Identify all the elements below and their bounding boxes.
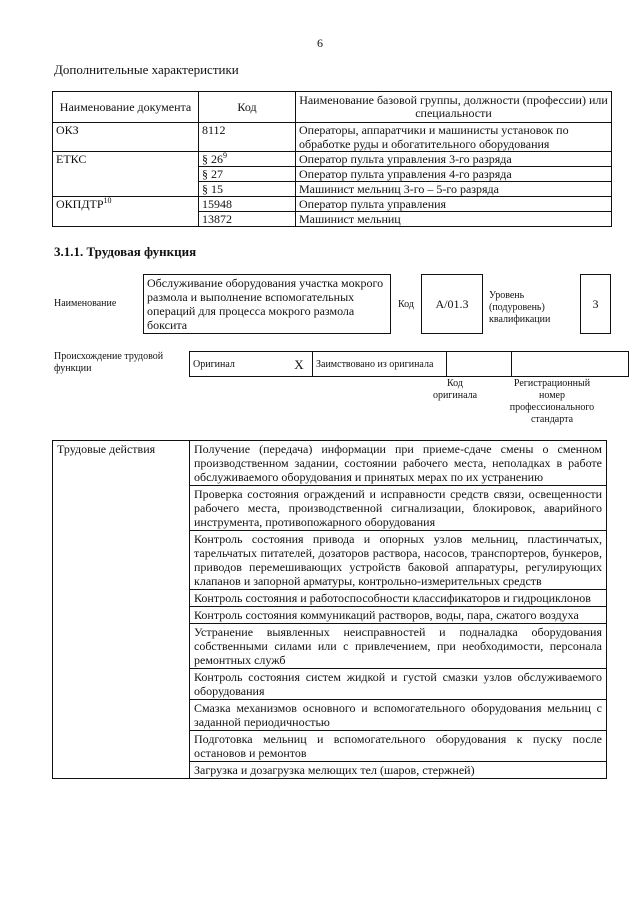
doc-cell [53, 197, 199, 227]
registration-number-cell [512, 352, 629, 377]
origin-label: Происхождение трудовой функции [54, 351, 164, 374]
code-cell: 15948 [199, 197, 296, 212]
labor-action: Проверка состояния ограждений и исправности средств связи, освещенности рабочего места, производственной сигнализации, блокировок, аварийного инструмента, противопожарного оборудования [190, 486, 607, 531]
name-cell: Оператор пульта управления 4-го разряда [296, 167, 612, 182]
table-row [53, 123, 612, 152]
doc-cell [53, 152, 199, 197]
labor-action: Подготовка мельниц и вспомогательного оборудования к пуску после остановов и ремонтов [190, 731, 607, 762]
labor-actions-table [52, 440, 607, 779]
code-cell: § 27 [199, 167, 296, 182]
doc-cell: ОКЗ [53, 123, 199, 152]
code-cell: 13872 [199, 212, 296, 227]
registration-number-caption: Регистрационный номер профессионального стандарта [509, 378, 595, 425]
labor-action: Контроль состояния коммуникаций растворов, воды, пара, сжатого воздуха [190, 607, 607, 624]
name-cell: Операторы, аппаратчики и машинисты установок по обработке руды и обогатительного оборудования [296, 123, 612, 152]
function-code-box: А/01.3 [421, 274, 483, 334]
name-label: Наименование [54, 298, 117, 309]
code-label: Код [398, 299, 414, 310]
doc-text: ЕТКС [56, 152, 87, 166]
name-cell: Машинист мельниц [296, 212, 612, 227]
header-document: Наименование документа [53, 92, 199, 123]
code-text: § 26 [202, 152, 223, 166]
origin-table [189, 351, 629, 377]
labor-action: Получение (передача) информации при приеме-сдаче смены о сменном производственном задании, состоянии рабочего места, неполадках в работе обслуживаемого оборудования и принятых мерах по их устранению [190, 441, 607, 486]
labor-action: Контроль состояния систем жидкой и густой смазки узлов обслуживаемого оборудования [190, 669, 607, 700]
name-cell: Машинист мельниц 3-го – 5-го разряда [296, 182, 612, 197]
table-header-row [53, 92, 612, 123]
labor-action: Загрузка и дозагрузка мелющих тел (шаров, стержней) [190, 762, 607, 779]
qualification-level-label: Уровень (подуровень) квалификации [489, 290, 551, 325]
name-cell: Оператор пульта управления [296, 197, 612, 212]
doc-text: ОКПДТР [56, 197, 104, 211]
labor-actions-label [53, 441, 190, 779]
code-cell: 8112 [199, 123, 296, 152]
original-code-caption: Код оригинала [432, 378, 478, 401]
borrowed-label: Заимствовано из оригинала [313, 352, 447, 377]
header-code: Код [199, 92, 296, 123]
additional-characteristics-table [52, 91, 612, 227]
table-row [53, 197, 612, 212]
original-label: Оригинал [193, 358, 235, 370]
header-group-name: Наименование базовой группы, должности (профессии) или специальности [296, 92, 612, 123]
code-cell [199, 152, 296, 167]
original-code-cell [447, 352, 512, 377]
labor-function-title: 3.1.1. Трудовая функция [54, 244, 197, 259]
name-cell: Оператор пульта управления 3-го разряда [296, 152, 612, 167]
labor-action: Устранение выявленных неисправностей и подналадка оборудования собственными силами или с привлечением, при необходимости, персонала ремонтных служб [190, 624, 607, 669]
additional-characteristics-title: Дополнительные характеристики [54, 62, 239, 77]
labor-action: Контроль состояния привода и опорных узлов мельниц, пластинчатых, тарельчатых питателей, дозаторов раствора, насосов, транспортеров, бункеров, приводов перемешивающих устройств баковой аппаратуры, регулирующих клапанов и запорной арматуры, контрольно-измерительных средств [190, 531, 607, 590]
qualification-level-box: 3 [580, 274, 611, 334]
original-cell [190, 352, 287, 377]
code-cell: § 15 [199, 182, 296, 197]
table-row [53, 441, 607, 486]
labor-action: Контроль состояния и работоспособности классификаторов и гидроциклонов [190, 590, 607, 607]
footnote-marker: 10 [103, 196, 112, 205]
function-name-box: Обслуживание оборудования участка мокрого размола и выполнение вспомогательных операций для процесса мокрого размола боксита [143, 274, 391, 334]
labor-actions-label-text: Трудовые действия [57, 442, 156, 456]
footnote-marker: 9 [223, 151, 227, 160]
original-mark: X [286, 352, 313, 377]
table-row [53, 152, 612, 167]
labor-action: Смазка механизмов основного и вспомогательного оборудования мельниц с заданной периодичностью [190, 700, 607, 731]
page-number: 6 [317, 36, 323, 50]
